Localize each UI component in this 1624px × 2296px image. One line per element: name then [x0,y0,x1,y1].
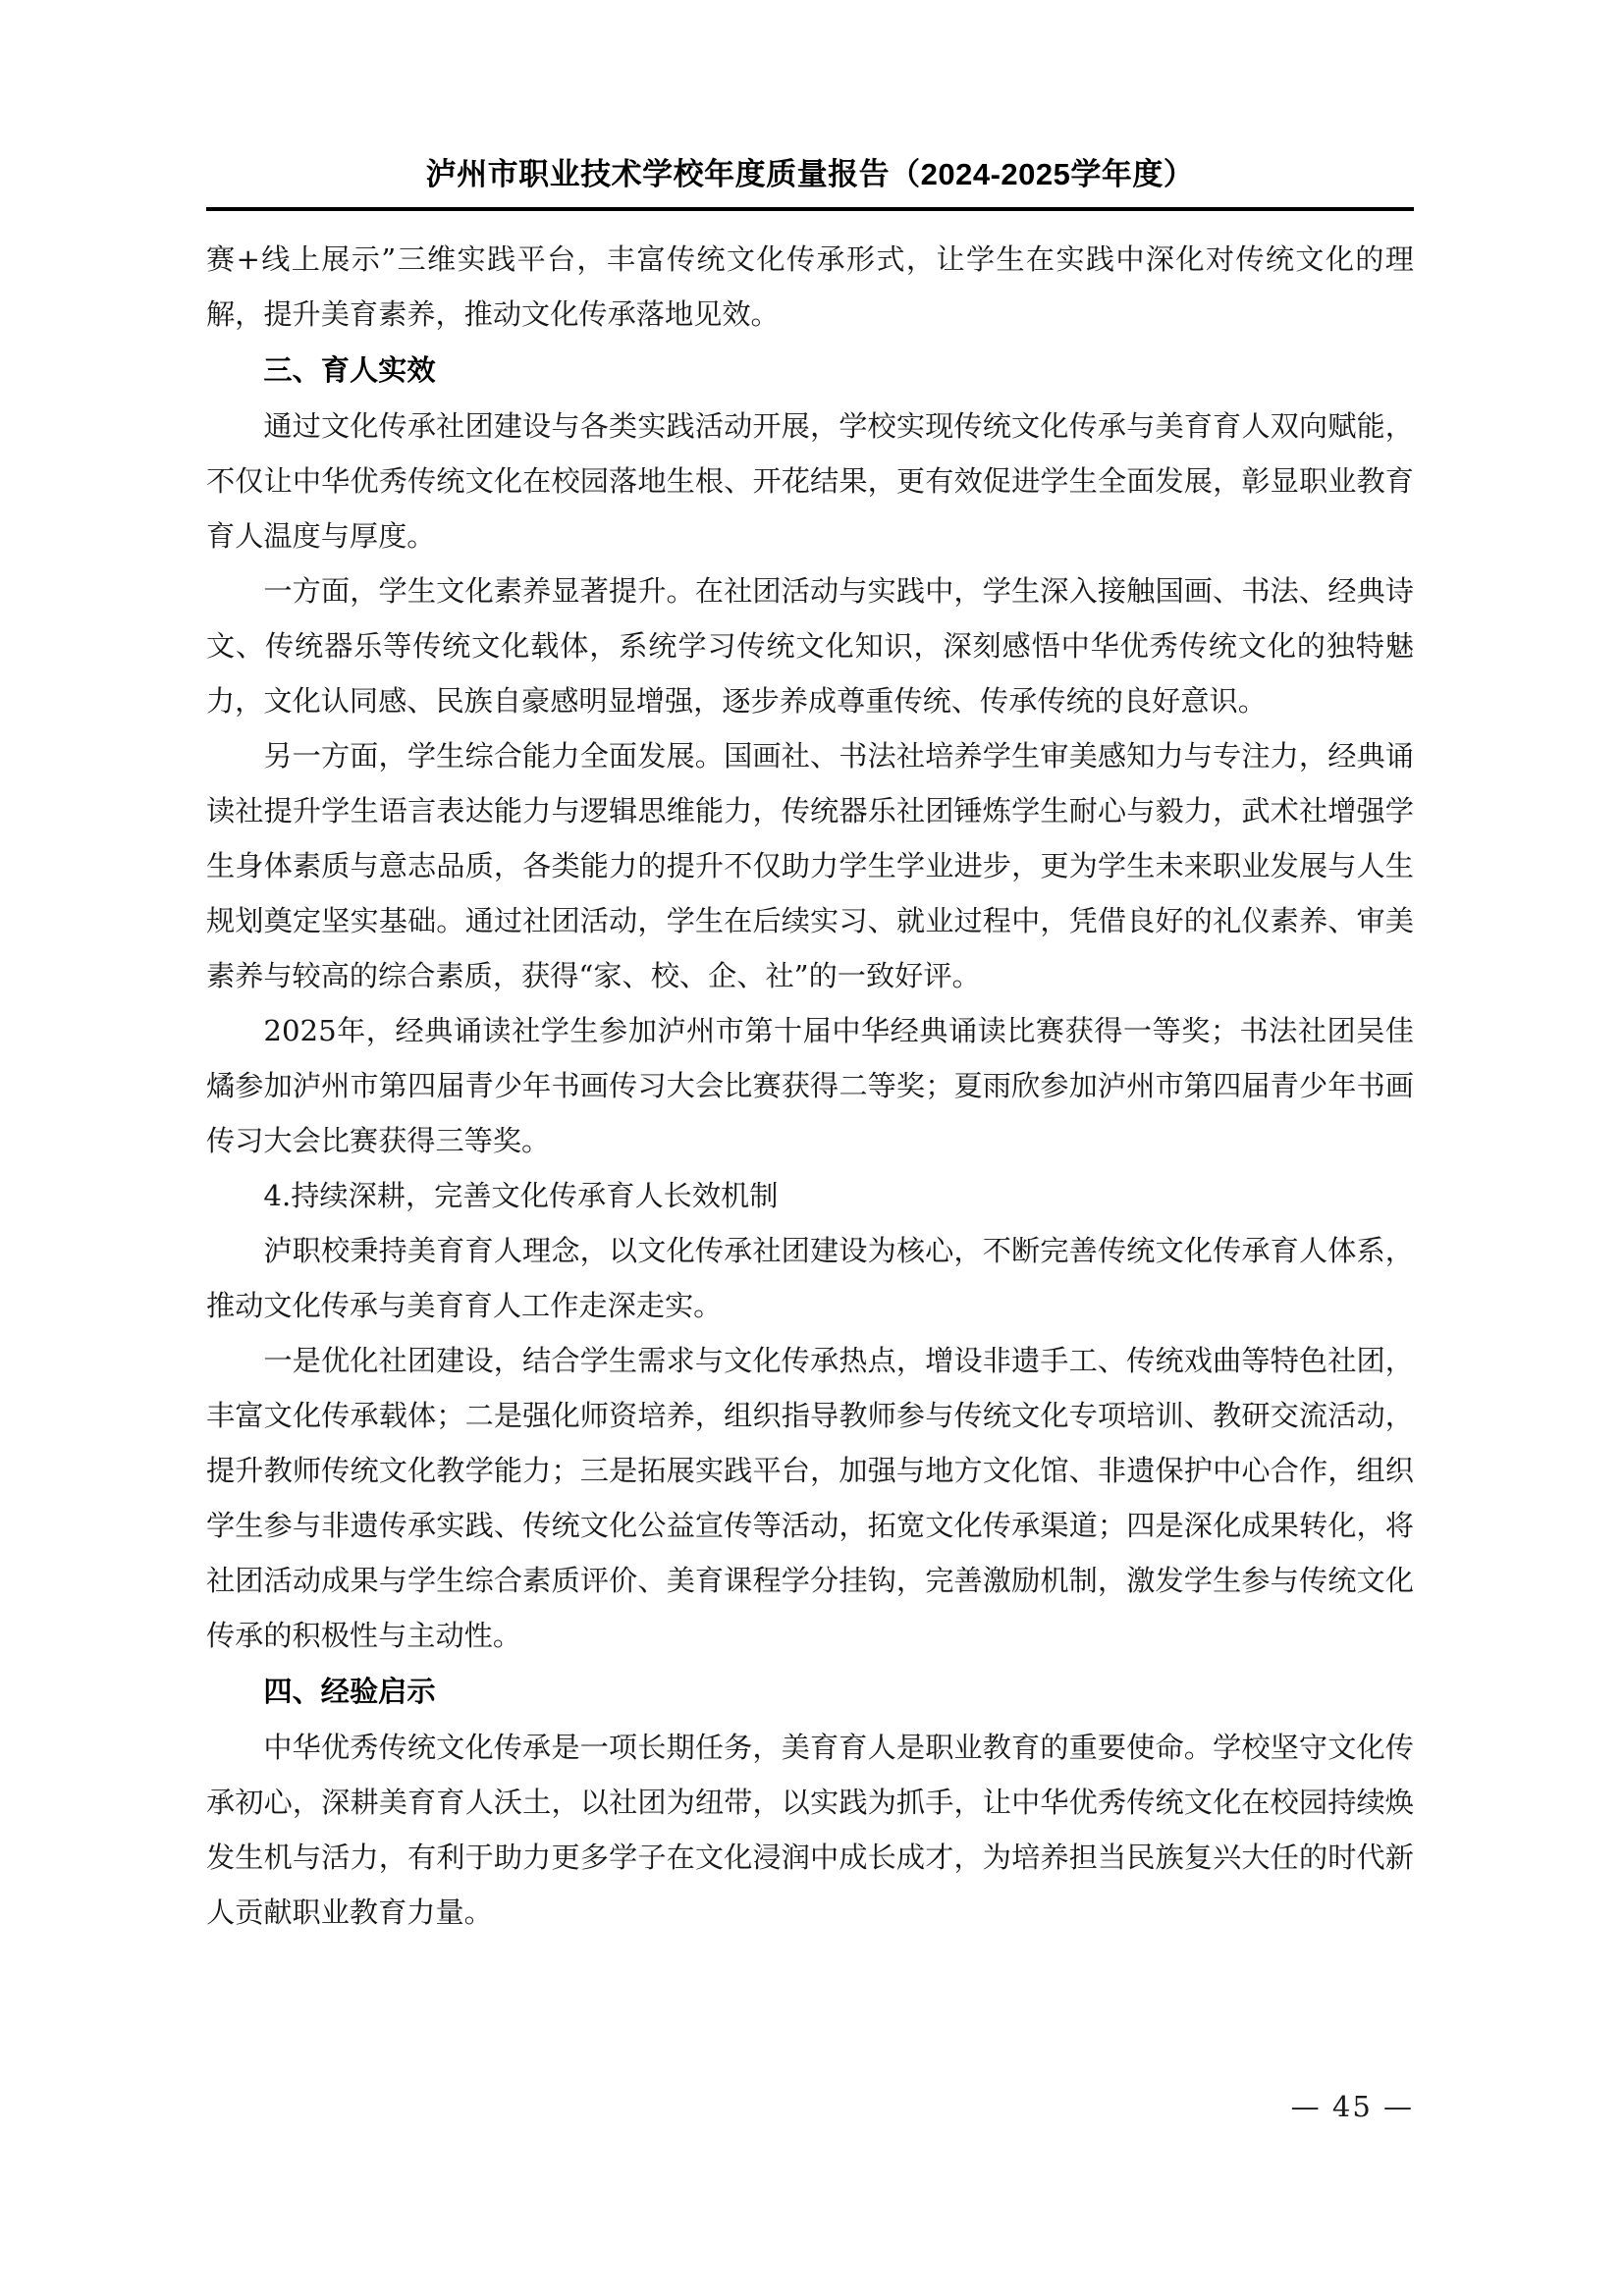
paragraph-comprehensive-ability: 另一方面，学生综合能力全面发展。国画社、书法社培养学生审美感知力与专注力，经典诵读社提升学生语言表达能力与逻辑思维能力，传统器乐社团锤炼学生耐心与毅力，武术社增强学生身体素质与意志品质，各类能力的提升不仅助力学生学业进步，更为学生未来职业发展与人生规划奠定坚实基础。通过社团活动，学生在后续实习、就业过程中，凭借良好的礼仪素养、审美素养与较高的综合素质，获得“家、校、企、社”的一致好评。 [206,739,1414,992]
paragraph-closing: 中华优秀传统文化传承是一项长期任务，美育育人是职业教育的重要使命。学校坚守文化传承初心，深耕美育育人沃土，以社团为纽带，以实践为抓手，让中华优秀传统文化在校园持续焕发生机与活力，有利于助力更多学子在文化浸润中成长成才，为培养担当民族复兴大任的时代新人贡献职业教育力量。 [206,1731,1414,1929]
paragraph-dual-empowerment: 通过文化传承社团建设与各类实践活动开展，学校实现传统文化传承与美育育人双向赋能，不仅让中华优秀传统文化在校园落地生根、开花结果，更有效促进学生全面发展，彰显职业教育育人温度与厚度。 [206,409,1414,553]
continuation-paragraph: 赛+线上展示”三维实践平台，丰富传统文化传承形式，让学生在实践中深化对传统文化的理解，提升美育素养，推动文化传承落地见效。 [206,242,1414,331]
document-body [206,232,1414,1940]
paragraph-competition-awards: 2025年，经典诵读社学生参加泸州市第十届中华经典诵读比赛获得一等奖；书法社团吴佳燏参加泸州市第四届青少年书画传习大会比赛获得二等奖；夏雨欣参加泸州市第四届青少年书画传习大会比赛获得三等奖。 [206,1014,1414,1157]
page-header [206,0,1414,211]
section-heading-educational-effect: 三、育人实效 [263,353,436,387]
paragraph-aesthetic-education-concept: 泸职校秉持美育育人理念，以文化传承社团建设为核心，不断完善传统文化传承育人体系，推动文化传承与美育育人工作走深走实。 [206,1234,1414,1322]
subsection-heading-long-term-mechanism: 4.持续深耕，完善文化传承育人长效机制 [263,1179,779,1212]
section-heading-experience-insights: 四、经验启示 [263,1675,436,1708]
page-footer [206,2087,1414,2126]
paragraph-cultural-literacy: 一方面，学生文化素养显著提升。在社团活动与实践中，学生深入接触国画、书法、经典诗文、传统器乐等传统文化载体，系统学习传统文化知识，深刻感悟中华优秀传统文化的独特魅力，文化认同感、民族自豪感明显增强，逐步养成尊重传统、传承传统的良好意识。 [206,574,1414,718]
header-divider [206,207,1414,211]
paragraph-four-measures: 一是优化社团建设，结合学生需求与文化传承热点，增设非遗手工、传统戏曲等特色社团，丰富文化传承载体；二是强化师资培养，组织指导教师参与传统文化专项培训、教研交流活动，提升教师传统文化教学能力；三是拓展实践平台，加强与地方文化馆、非遗保护中心合作，组织学生参与非遗传承实践、传统文化公益宣传等活动，拓宽文化传承渠道；四是深化成果转化，将社团活动成果与学生综合素质评价、美育课程学分挂钩，完善激励机制，激发学生参与传统文化传承的积极性与主动性。 [206,1344,1414,1652]
report-title: 泸州市职业技术学校年度质量报告（2024-2025学年度） [425,157,1195,191]
page-number: — 45 — [1290,2090,1414,2123]
